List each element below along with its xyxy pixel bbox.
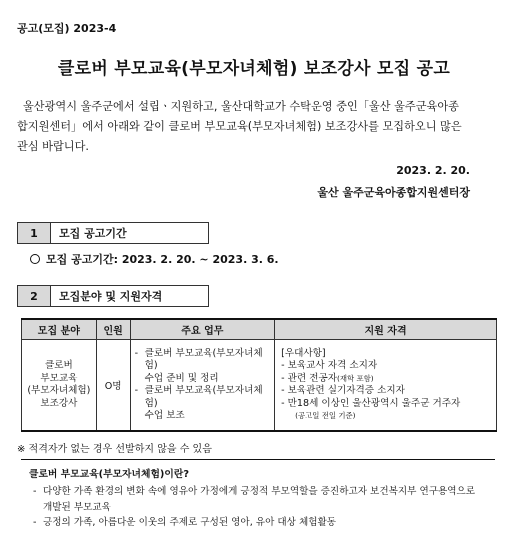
definition-item bbox=[33, 515, 495, 531]
recruitment-table bbox=[21, 318, 497, 432]
qualification-item: - 보육교사 자격 소지자 bbox=[281, 360, 378, 371]
duty-line: 수업 보조 bbox=[144, 410, 185, 421]
section-number: 1 bbox=[17, 222, 51, 244]
column-header: 주요 업무 bbox=[130, 319, 275, 340]
field-cell bbox=[22, 340, 97, 432]
circle-bullet-icon bbox=[30, 254, 40, 264]
column-header: 모집 분야 bbox=[22, 319, 97, 340]
intro-line: 합지원센터」에서 아래와 같이 클로버 부모교육(부모자녀체험) 보조강사를 모집하오니 많은 bbox=[17, 120, 462, 133]
qualification-heading: [우대사항] bbox=[281, 347, 326, 359]
duty-line: 클로버 부모교육(부모자녀체험) bbox=[144, 347, 263, 371]
definition-line: 개발된 부모교육 bbox=[43, 501, 111, 513]
qualification-item: - 만18세 이상인 울산광역시 울주군 거주자 bbox=[281, 397, 461, 409]
column-header: 인원 bbox=[96, 319, 130, 340]
notice-number: 공고(모집) 2023-4 bbox=[17, 22, 117, 35]
duty-item bbox=[135, 385, 271, 423]
recruitment-period bbox=[30, 251, 279, 267]
definition-item bbox=[33, 484, 495, 515]
intro-line: 관심 바랍니다. bbox=[17, 140, 89, 153]
field-line: (부모자녀체험) bbox=[27, 385, 91, 396]
table-row bbox=[22, 340, 497, 432]
document-title: 클로버 부모교육(부모자녀체험) 보조강사 모집 공고 bbox=[57, 59, 451, 79]
dash-bullet: - bbox=[33, 486, 37, 497]
qualifications-cell bbox=[275, 340, 497, 432]
definition-title: 클로버 부모교육(부모자녀체험)이란? bbox=[29, 469, 190, 480]
definition-line: 긍정의 가족, 아름다운 이웃의 주제로 구성된 영아, 유아 대상 체험활동 bbox=[43, 517, 337, 528]
dash-bullet: - bbox=[134, 347, 139, 359]
table-header-row bbox=[22, 319, 497, 340]
dash-bullet: - bbox=[134, 385, 139, 396]
qualification-item: - 보육관련 실기자격증 소지자 bbox=[281, 385, 405, 396]
footnote: ※ 적격자가 없는 경우 선발하지 않을 수 있음 bbox=[17, 444, 212, 455]
definition-box bbox=[21, 459, 495, 529]
issuer-name: 울산 울주군육아종합지원센터장 bbox=[317, 186, 470, 199]
intro-paragraph bbox=[17, 97, 487, 157]
column-header: 지원 자격 bbox=[275, 319, 497, 340]
period-text: 모집 공고기간: 2023. 2. 20. ~ 2023. 3. 6. bbox=[46, 253, 279, 266]
field-line: 보조강사 bbox=[40, 397, 78, 409]
section-title: 모집 공고기간 bbox=[51, 222, 209, 244]
duty-item bbox=[135, 348, 271, 386]
duty-line: 수업 준비 및 정리 bbox=[144, 372, 219, 384]
section-number: 2 bbox=[17, 285, 51, 307]
definition-line: 다양한 가족 환경의 변화 속에 영유아 가정에게 긍정적 부모역할을 증진하고자 보건복지부 연구용역으로 bbox=[43, 486, 476, 497]
field-line: 부모교육 bbox=[40, 372, 78, 384]
qualification-item bbox=[281, 373, 490, 386]
duties-cell bbox=[130, 340, 275, 432]
qualification-note: (공고일 전일 기준) bbox=[295, 411, 356, 420]
dash-bullet: - bbox=[33, 517, 37, 528]
qualification-note: (재학 포함) bbox=[337, 373, 374, 383]
duty-line: 클로버 부모교육(부모자녀체험) bbox=[144, 385, 263, 409]
intro-line: 울산광역시 울주군에서 설립ㆍ지원하고, 울산대학교가 수탁운영 중인「울산 울주군육아종 bbox=[23, 100, 459, 113]
field-line: 클로버 bbox=[44, 360, 73, 371]
section-title: 모집분야 및 지원자격 bbox=[51, 285, 209, 307]
qualification-text: - 관련 전공자 bbox=[281, 372, 338, 384]
section-1-header bbox=[17, 222, 209, 244]
section-2-header bbox=[17, 285, 209, 307]
headcount-cell: O명 bbox=[96, 340, 130, 432]
notice-date: 2023. 2. 20. bbox=[396, 164, 470, 177]
